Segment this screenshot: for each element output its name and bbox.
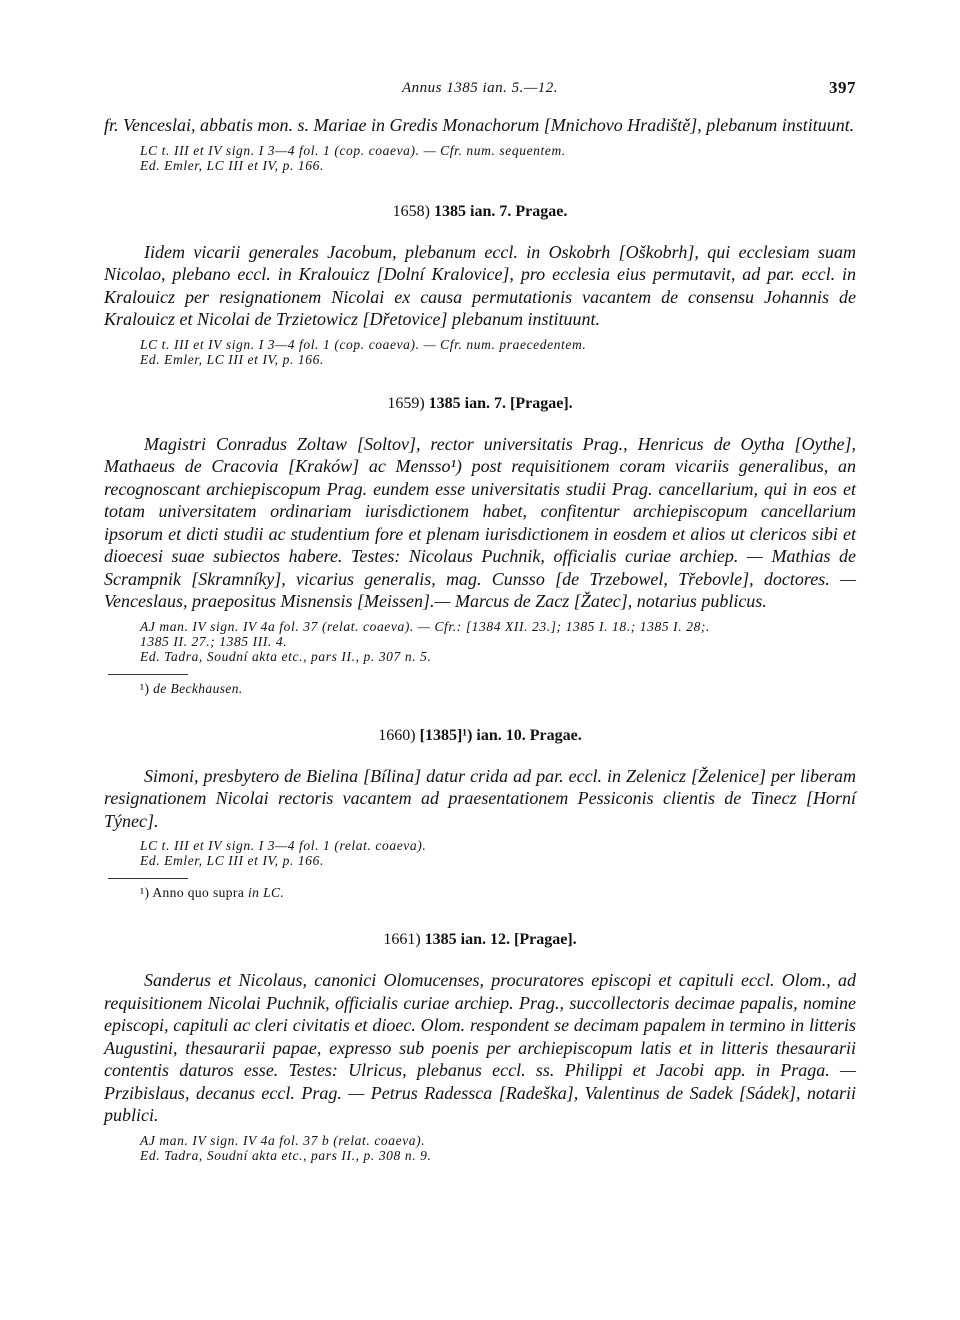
- entry-number: 1661): [383, 931, 421, 948]
- entry-text-1658: Iidem vicarii generales Jacobum, plebanum eccl. in Oskobrh [Oškobrh], qui ecclesiam suam Nicolao, plebano eccl. in Kralouicz [Dolní Kralovice], pro ecclesia eius permutavit, ad par. eccl. in Kralouicz per resignationem Nicolai ex causa permutationis vacantem de consensu Johannis de Kralouicz et Nicolai de Trzietowicz [Dřetovice] plebanum instituunt.: [104, 241, 856, 329]
- footnote-1659: [140, 681, 856, 697]
- reference-line: Ed. Emler, LC III et IV, p. 166.: [140, 157, 324, 173]
- entry-date: 1385 ian. 12. [Pragae].: [424, 931, 577, 948]
- entry-date: 1385 ian. 7. [Pragae].: [428, 394, 573, 412]
- reference-line: Ed. Tadra, Soudní akta etc., pars II., p. 307 n. 5.: [140, 648, 432, 664]
- entry-text-1660: Simoni, presbytero de Bielina [Bílina] datur crida ad par. eccl. in Zelenicz [Želenice] per liberam resignationem Nicolai rectoris vacantem ad praesentationem Pessiconis clientis de Tinecz [Horní Týnec].: [104, 765, 856, 831]
- entry-number: 1660): [378, 726, 416, 744]
- reference-line: 1385 II. 27.; 1385 III. 4.: [140, 633, 288, 649]
- footnote-text: Anno quo supra: [152, 885, 245, 900]
- page-number: 397: [829, 78, 856, 97]
- entry-references-1658: [140, 337, 856, 367]
- reference-line: AJ man. IV sign. IV 4a fol. 37 (relat. coaeva). — Cfr.: [1384 XII. 23.]; 1385 I. 18.; 1385 I. 28;.: [140, 618, 710, 634]
- footnote-1660: [140, 885, 856, 901]
- running-title: Annus 1385 ian. 5.—12.: [401, 80, 558, 96]
- running-head: [104, 76, 856, 104]
- reference-line: LC t. III et IV sign. I 3—4 fol. 1 (cop. coaeva). — Cfr. num. sequentem.: [140, 142, 566, 158]
- entry-heading-1661: [104, 931, 856, 949]
- footnote-mark: ¹): [140, 680, 150, 696]
- footnote-rule: [108, 674, 188, 675]
- continuation-text: fr. Venceslai, abbatis mon. s. Mariae in Gredis Monachorum [Mnichovo Hradiště], plebanum instituunt.: [104, 115, 855, 135]
- reference-line: LC t. III et IV sign. I 3—4 fol. 1 (relat. coaeva).: [140, 838, 427, 853]
- entry-heading-1659: [104, 395, 856, 413]
- footnote-mark: ¹): [140, 885, 150, 900]
- entry-references-1660: [140, 838, 856, 868]
- entry-references-1659: [140, 619, 856, 664]
- reference-line: Ed. Tadra, Soudní akta etc., pars II., p. 308 n. 9.: [140, 1147, 432, 1163]
- reference-line: LC t. III et IV sign. I 3—4 fol. 1 (cop. coaeva). — Cfr. num. praecedentem.: [140, 336, 587, 352]
- entry-text-1661: Sanderus et Nicolaus, canonici Olomucenses, procuratores episcopi et capituli eccl. Olom., ad requisitionem Nicolai Puchnik, officialis curiae archiep. Prag., succollectoris decimae papalis, nomine episcopi, capituli ac cleri civitatis et dioec. Olom. respondent se decimam papalem in termino in litteris Augustini, thesaurarii papae, expresso sub poenis per archiepiscopum latis et in litteris thesaurarii contentis daturos esse. Testes: Ulricus, plebanus eccl. ss. Philippi et Jacobi app. in Praga. — Przibislaus, decanus eccl. Prag. — Petrus Radessca [Radeška], Valentinus de Sadek [Sádek], notarii publici.: [104, 970, 856, 1125]
- entry-date: 1385 ian. 7. Pragae.: [434, 202, 568, 220]
- reference-line: Ed. Emler, LC III et IV, p. 166.: [140, 351, 324, 367]
- entry-number: 1659): [387, 394, 425, 412]
- footnote-text: de Beckhausen.: [153, 680, 243, 696]
- reference-line: AJ man. IV sign. IV 4a fol. 37 b (relat. coaeva).: [140, 1132, 426, 1148]
- document-page: [104, 76, 856, 1163]
- entry-references-1661: [140, 1133, 856, 1163]
- continuation-references: [140, 143, 856, 173]
- reference-line: Ed. Emler, LC III et IV, p. 166.: [140, 853, 324, 868]
- entry-heading-1660: [104, 727, 856, 745]
- footnote-text-italic: in LC.: [248, 885, 285, 900]
- footnote-rule: [108, 878, 188, 879]
- entry-number: 1658): [392, 202, 430, 220]
- entry-text-1659: Magistri Conradus Zoltaw [Soltov], rector universitatis Prag., Henricus de Oytha [Oythe], Mathaeus de Cracovia [Kraków] ac Mensso¹) post requisitionem coram vicariis generalibus, an recognoscant archiepiscopum Prag. eundem esse universitatis studii Prag. cancellarium, qui in eos et totam universitatem ordinariam iurisdictionem habet, confitentur archiepiscopum cancellarium ipsorum et dicti studii ac studentium fore et plenam iurisdictionem in eosdem et alios ut clericos sibi et dioecesi suae subiectos habere. Testes: Nicolaus Puchnik, officialis curiae archiep. — Mathias de Scrampnik [Skramníky], vicarius generalis, mag. Cunsso [de Trzebowel, Třebovle], doctores. — Venceslaus, praepositus Misnensis [Meissen].— Marcus de Zacz [Žatec], notarius publicus.: [104, 433, 856, 611]
- entry-heading-1658: [104, 203, 856, 221]
- entry-date: [1385]¹) ian. 10. Pragae.: [419, 726, 582, 744]
